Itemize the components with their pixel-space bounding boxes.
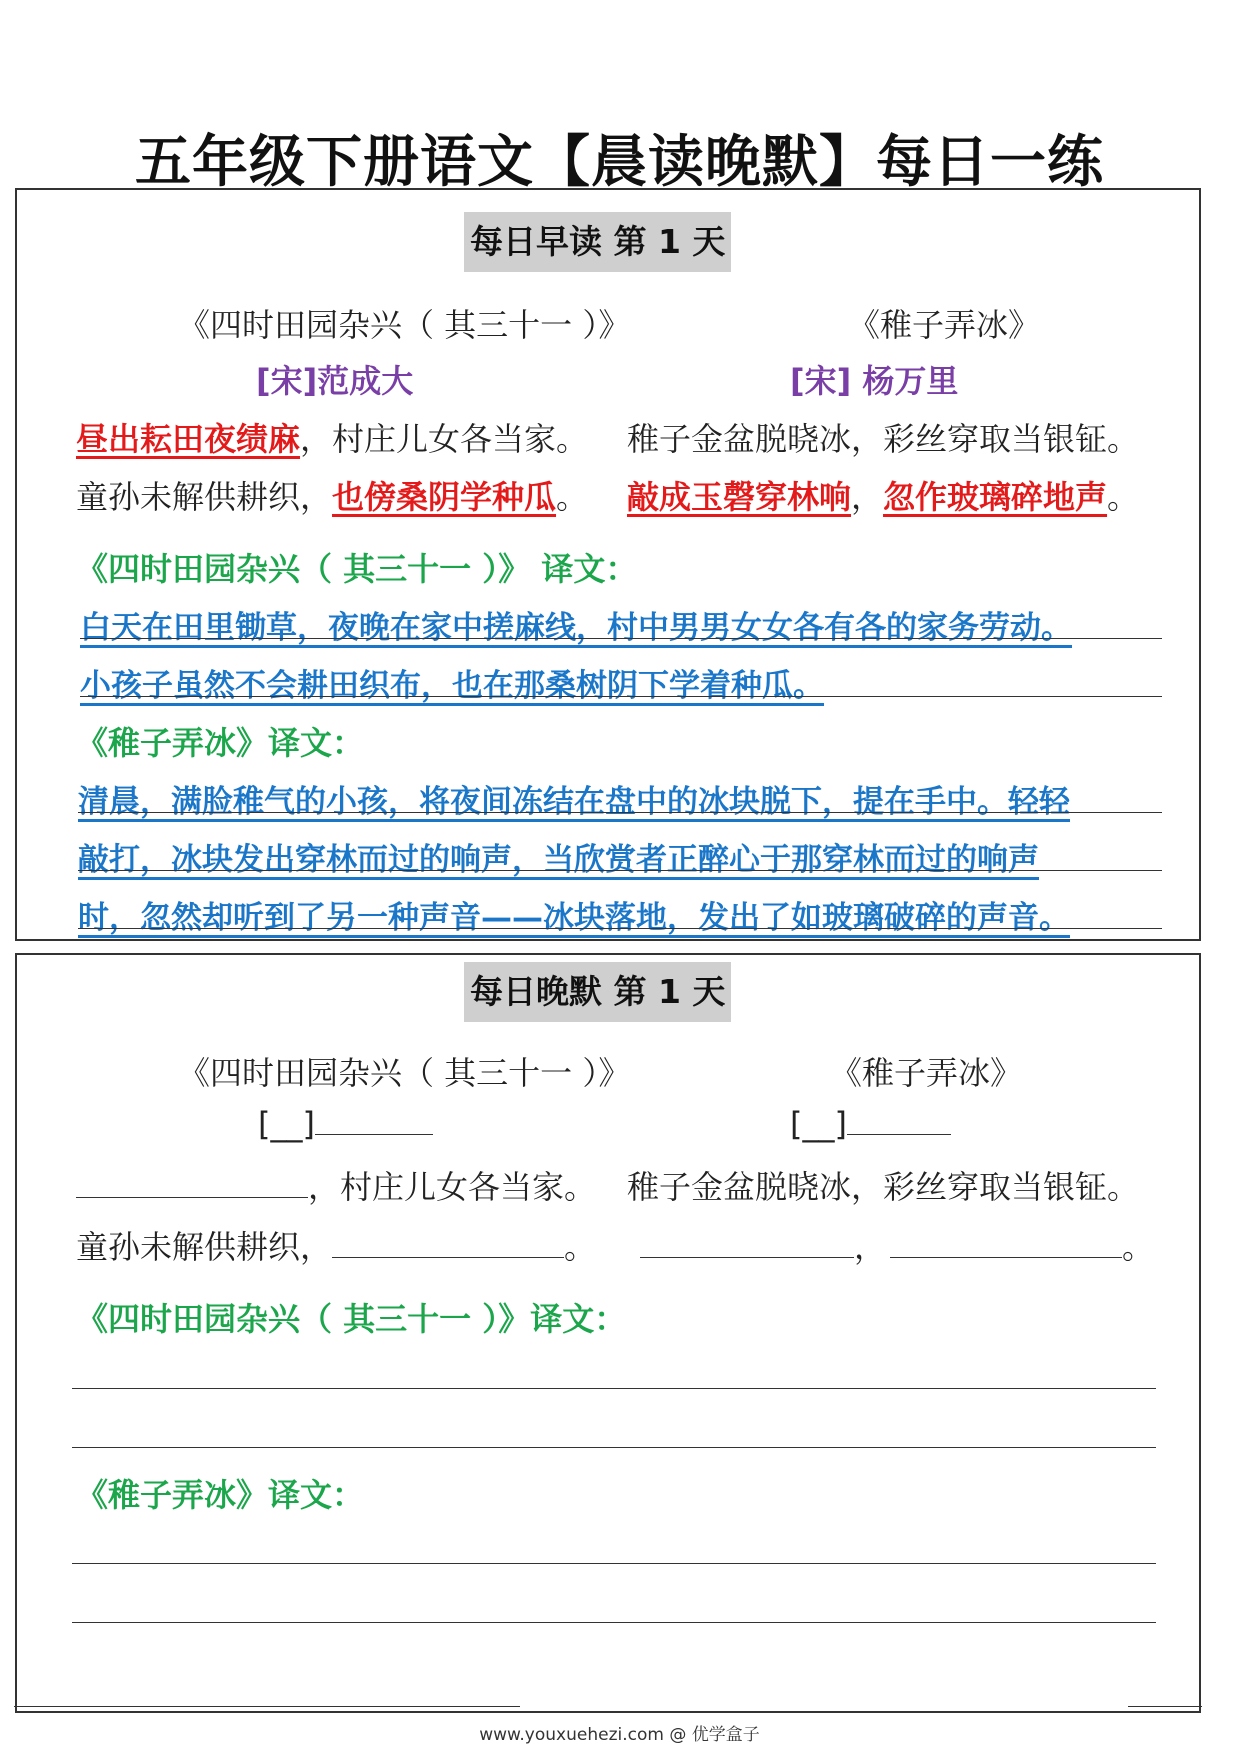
author-bracket: [__] (258, 1105, 315, 1143)
verse-text: 。 (556, 478, 589, 516)
fill-blank[interactable] (76, 1167, 308, 1198)
underline-rule (80, 638, 1162, 639)
translation-line: 敲打，冰块发出穿林而过的响声，当欣赏者正醉心于那穿林而过的响声 (78, 842, 1039, 878)
translation-line: 小孩子虽然不会耕田织布，也在那桑树阴下学着种瓜。 (80, 668, 824, 704)
underline-rule (78, 928, 1162, 929)
author-bracket: [__] (790, 1105, 847, 1143)
evening-poem1-author-blank (258, 1104, 433, 1143)
evening-poem1-line1 (76, 1162, 596, 1208)
underline-rule (78, 812, 1162, 813)
footer-watermark: www.youxuehezi.com @ 优学盒子 (479, 1725, 760, 1745)
morning-section-header: 每日早读 第 1 天 (464, 212, 731, 272)
evening-poem2-line1: 稚子金盆脱晓冰，彩丝穿取当银钲。 (627, 1168, 1140, 1206)
translation-line: 白天在田里锄草，夜晚在家中搓麻线，村中男男女女各有各的家务劳动。 (80, 610, 1072, 646)
morning-poem1-line2 (76, 472, 588, 518)
evening-poem2-line2 (640, 1222, 1154, 1268)
morning-poem2-author: [宋] 杨万里 (790, 362, 959, 400)
morning-poem1-author: [宋]范成大 (256, 362, 414, 400)
evening-poem1-title: 《四时田园杂兴（ 其三十一 ）》 (178, 1054, 631, 1092)
highlight-phrase: 忽作玻璃碎地声 (883, 478, 1108, 516)
highlight-phrase: 昼出耘田夜绩麻 (76, 420, 301, 458)
answer-line[interactable] (72, 1447, 1156, 1448)
verse-text: ， (851, 478, 884, 516)
verse-text: ， (854, 1228, 887, 1266)
verse-text: ，村庄儿女各当家。 (300, 420, 589, 458)
verse-text: ，村庄儿女各当家。 (308, 1168, 597, 1206)
verse-text: 。 (1122, 1228, 1155, 1266)
evening-section-header: 每日晚默 第 1 天 (464, 962, 731, 1022)
fill-blank[interactable] (332, 1227, 564, 1258)
highlight-phrase: 也傍桑阴学种瓜 (332, 478, 557, 516)
fill-blank[interactable] (890, 1227, 1122, 1258)
underline-rule (80, 696, 1162, 697)
verse-text: 。 (1107, 478, 1140, 516)
evening-poem2-author-blank (790, 1104, 951, 1143)
highlight-phrase: 敲成玉磬穿林响 (627, 478, 852, 516)
morning-poem1-line1 (76, 414, 588, 460)
evening-translation1-label: 《四时田园杂兴（ 其三十一 ）》译文： (76, 1300, 627, 1338)
translation-line: 清晨，满脸稚气的小孩，将夜间冻结在盘中的冰块脱下，提在手中。轻轻 (78, 784, 1070, 820)
morning-poem2-title: 《稚子弄冰》 (848, 306, 1041, 344)
morning-poem2-line2 (627, 472, 1139, 518)
fill-blank[interactable] (640, 1227, 854, 1258)
evening-translation2-label: 《稚子弄冰》译文： (76, 1476, 365, 1514)
underline-rule (78, 870, 1162, 871)
translation-line: 时，忽然却听到了另一种声音——冰块落地，发出了如玻璃破碎的声音。 (78, 900, 1070, 936)
verse-text: 童孙未解供耕织， (76, 1228, 333, 1266)
answer-line[interactable] (72, 1388, 1156, 1389)
page-title: 五年级下册语文【晨读晚默】每日一练 (135, 130, 1104, 195)
verse-text: 。 (564, 1228, 597, 1266)
answer-line[interactable] (72, 1622, 1156, 1623)
verse-text: 童孙未解供耕织， (76, 478, 333, 516)
morning-poem2-line1: 稚子金盆脱晓冰，彩丝穿取当银钲。 (627, 420, 1140, 458)
author-blank[interactable] (847, 1104, 951, 1135)
answer-line[interactable] (72, 1563, 1156, 1564)
author-blank[interactable] (315, 1104, 433, 1135)
morning-poem1-title: 《四时田园杂兴（ 其三十一 ）》 (178, 306, 631, 344)
footer-rule-right (1128, 1706, 1202, 1707)
morning-translation1-label: 《四时田园杂兴（ 其三十一 ）》 译文： (76, 550, 638, 588)
evening-poem2-title: 《稚子弄冰》 (830, 1054, 1023, 1092)
morning-translation2-label: 《稚子弄冰》译文： (76, 724, 365, 762)
evening-poem1-line2 (76, 1222, 596, 1268)
footer-rule-left (14, 1706, 520, 1707)
